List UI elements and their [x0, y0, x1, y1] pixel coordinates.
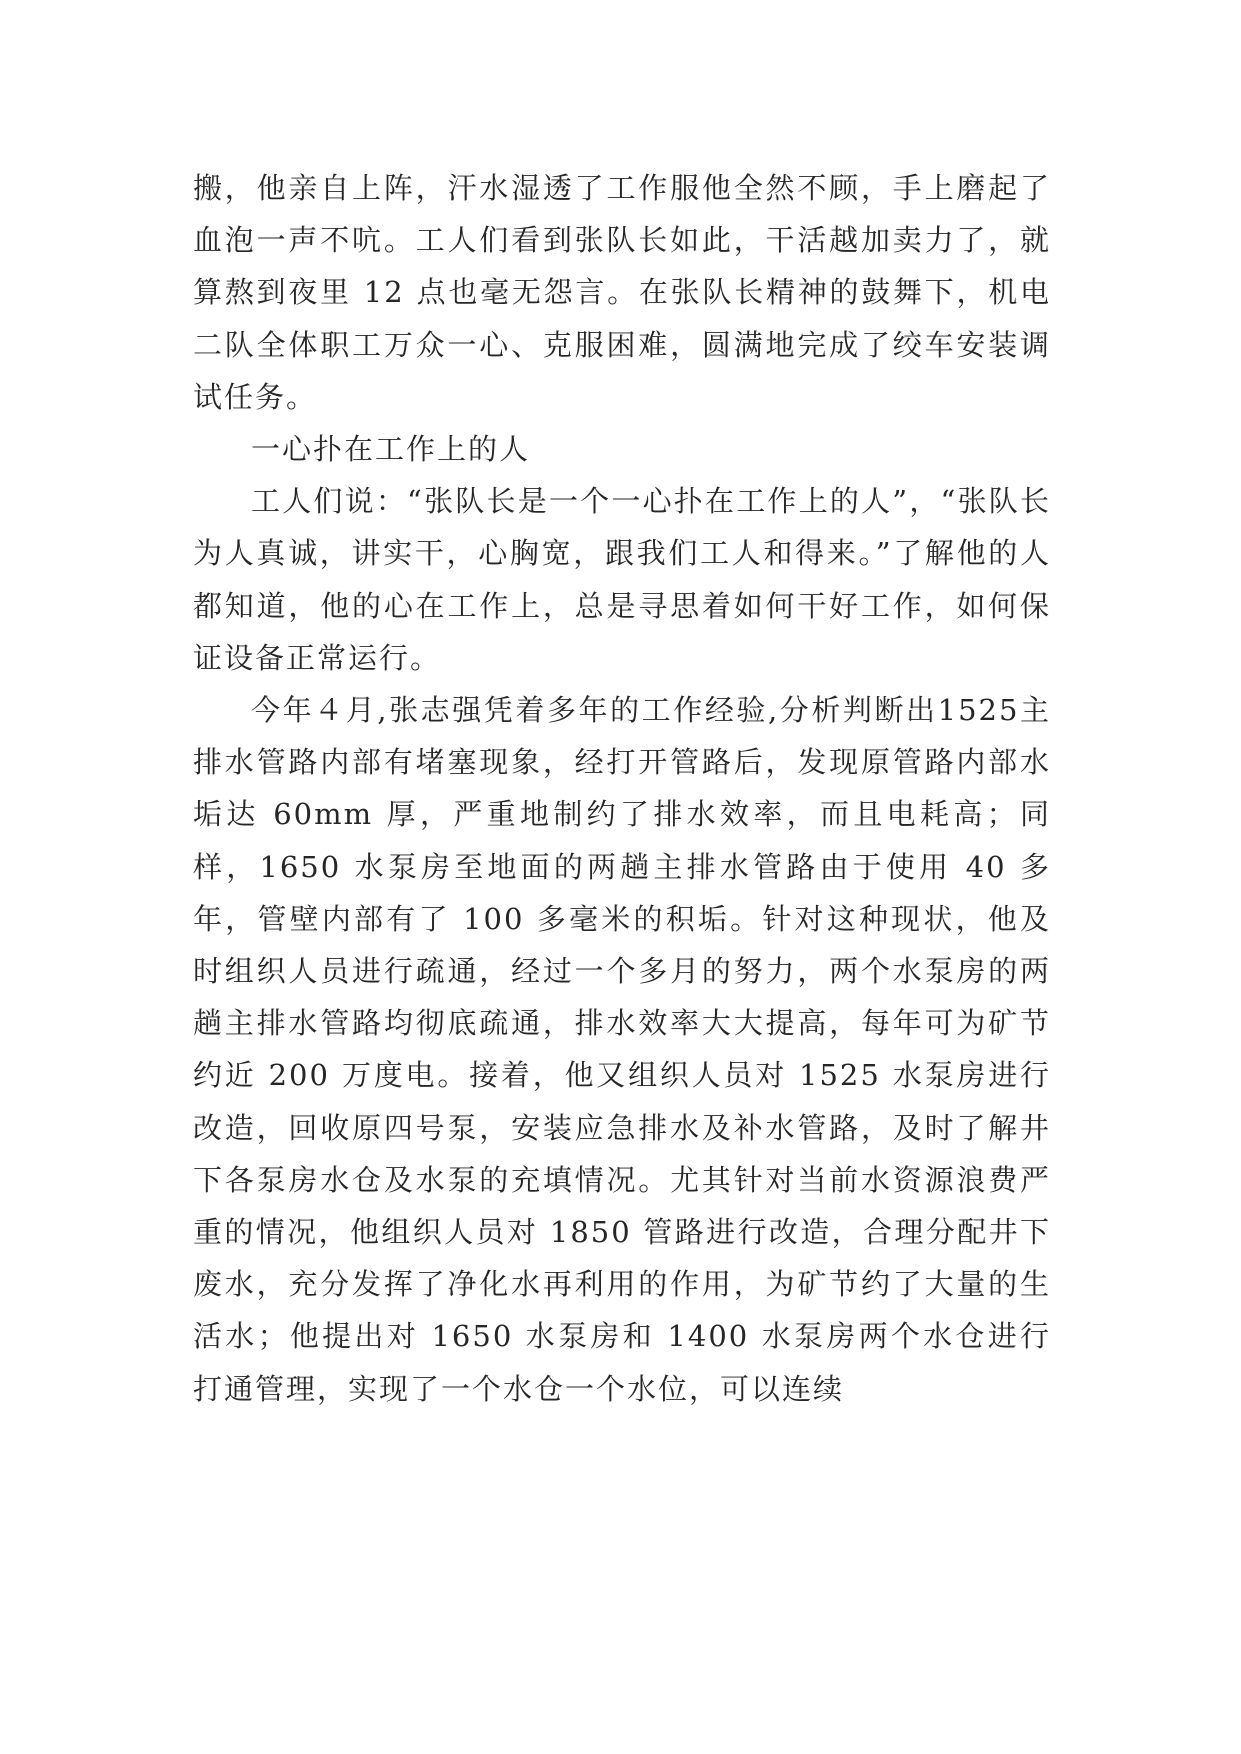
section-heading: 一心扑在工作上的人 [251, 432, 531, 467]
body-text [193, 162, 1051, 1415]
paragraph-continuation: 搬，他亲自上阵，汗水湿透了工作服他全然不顾，手上磨起了血泡一声不吭。工人们看到张队长如此，干活越加卖力了，就算熬到夜里 12 点也毫无怨言。在张队长精神的鼓舞下，机电二队全体职工万众一心、克服困难，圆满地完成了绞车安装调试任务。 [193, 171, 1051, 414]
paragraph-april-drainage: 今年４月,张志强凭着多年的工作经验,分析判断出1525主排水管路内部有堵塞现象，经打开管路后，发现原管路内部水垢达 60mm 厚，严重地制约了排水效率，而且电耗高；同样，1650 水泵房至地面的两趟主排水管路由于使用 40 多年，管壁内部有了 100 多毫米的积垢。针对这种现状，他及时组织人员进行疏通，经过一个多月的努力，两个水泵房的两趟主排水管路均彻底疏通，排水效率大大提高，每年可为矿节约近 200 万度电。接着，他又组织人员对 1525 水泵房进行改造，回收原四号泵，安装应急排水及补水管路，及时了解井下各泵房水仓及水泵的充填情况。尤其针对当前水资源浪费严重的情况，他组织人员对 1850 管路进行改造，合理分配井下废水，充分发挥了净化水再利用的作用，为矿节约了大量的生活水；他提出对 1650 水泵房和 1400 水泵房两个水仓进行打通管理，实现了一个水仓一个水位，可以连续 [193, 693, 1051, 1406]
paragraph-workers-quote: 工人们说：“张队长是一个一心扑在工作上的人”，“张队长为人真诚，讲实干，心胸宽，跟我们工人和得来。”了解他的人都知道，他的心在工作上，总是寻思着如何干好工作，如何保证设备正常运行。 [193, 484, 1051, 675]
